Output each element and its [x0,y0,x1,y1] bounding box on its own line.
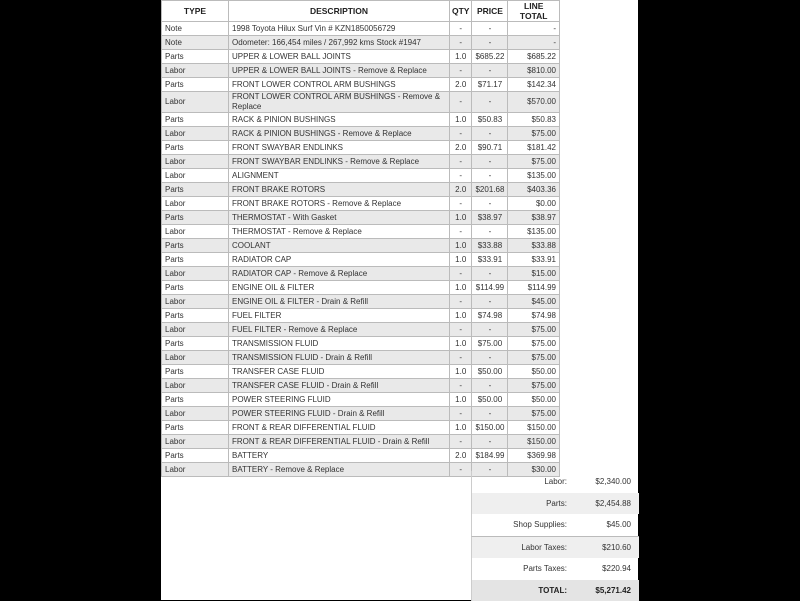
cell-line-total: $45.00 [508,295,560,309]
cell-type: Parts [162,50,229,64]
cell-description: RACK & PINION BUSHINGS - Remove & Replace [229,127,450,141]
table-row [162,351,560,365]
cell-price: $150.00 [472,421,508,435]
cell-price: - [472,22,508,36]
cell-line-total: $50.00 [508,393,560,407]
cell-type: Parts [162,78,229,92]
cell-qty: - [450,407,472,421]
table-row [162,365,560,379]
cell-qty: 1.0 [450,211,472,225]
cell-description: FRONT BRAKE ROTORS - Remove & Replace [229,197,450,211]
cell-qty: 1.0 [450,309,472,323]
table-row [162,169,560,183]
cell-type: Parts [162,281,229,295]
cell-description: TRANSFER CASE FLUID [229,365,450,379]
cell-qty: 1.0 [450,337,472,351]
table-row [162,225,560,239]
totals-value: $2,340.00 [567,477,639,486]
table-row [162,50,560,64]
cell-type: Labor [162,435,229,449]
cell-description: FRONT LOWER CONTROL ARM BUSHINGS [229,78,450,92]
cell-type: Note [162,36,229,50]
cell-qty: - [450,197,472,211]
cell-line-total: $74.98 [508,309,560,323]
cell-description: RADIATOR CAP [229,253,450,267]
cell-type: Parts [162,337,229,351]
table-row [162,281,560,295]
cell-qty: - [450,36,472,50]
totals-label: Labor Taxes: [472,543,567,552]
cell-description: FRONT BRAKE ROTORS [229,183,450,197]
table-row [162,435,560,449]
cell-description: Odometer: 166,454 miles / 267,992 kms Stock #1947 [229,36,450,50]
table-row [162,64,560,78]
totals-value: $2,454.88 [567,499,639,508]
cell-description: 1998 Toyota Hilux Surf Vin # KZN1850056729 [229,22,450,36]
table-row [162,253,560,267]
totals-row [471,514,639,536]
cell-price: - [472,36,508,50]
cell-qty: 1.0 [450,239,472,253]
cell-description: COOLANT [229,239,450,253]
cell-line-total: $181.42 [508,141,560,155]
totals-value: $45.00 [567,520,639,529]
cell-description: ENGINE OIL & FILTER [229,281,450,295]
totals-summary [471,471,639,601]
cell-qty: - [450,169,472,183]
cell-type: Labor [162,155,229,169]
cell-description: FRONT SWAYBAR ENDLINKS [229,141,450,155]
cell-qty: 1.0 [450,253,472,267]
table-header-row [162,1,560,22]
cell-line-total: $75.00 [508,351,560,365]
cell-price: - [472,407,508,421]
cell-price: - [472,127,508,141]
cell-qty: - [450,323,472,337]
cell-price: - [472,155,508,169]
cell-price: $33.91 [472,253,508,267]
table-row [162,113,560,127]
cell-price: $685.22 [472,50,508,64]
cell-description: TRANSMISSION FLUID [229,337,450,351]
table-row [162,141,560,155]
totals-value: $210.60 [567,543,639,552]
cell-description: TRANSMISSION FLUID - Drain & Refill [229,351,450,365]
table-row [162,197,560,211]
cell-price: - [472,197,508,211]
cell-price: $75.00 [472,337,508,351]
cell-qty: - [450,92,472,113]
table-row [162,267,560,281]
cell-qty: 2.0 [450,141,472,155]
cell-line-total: $570.00 [508,92,560,113]
cell-qty: - [450,155,472,169]
totals-row [471,471,639,493]
totals-row [471,580,639,601]
cell-type: Parts [162,211,229,225]
cell-qty: 1.0 [450,365,472,379]
cell-qty: 1.0 [450,281,472,295]
totals-value: $220.94 [567,564,639,573]
cell-description: POWER STEERING FLUID - Drain & Refill [229,407,450,421]
cell-price: $38.97 [472,211,508,225]
totals-label: Parts: [472,499,567,508]
cell-type: Labor [162,64,229,78]
totals-value: $5,271.42 [567,586,639,595]
table-row [162,337,560,351]
cell-qty: 1.0 [450,393,472,407]
cell-description: RACK & PINION BUSHINGS [229,113,450,127]
cell-line-total: $75.00 [508,323,560,337]
totals-label: Parts Taxes: [472,564,567,573]
table-row [162,127,560,141]
header-qty: QTY [450,1,472,22]
cell-price: - [472,92,508,113]
cell-type: Parts [162,113,229,127]
cell-description: ENGINE OIL & FILTER - Drain & Refill [229,295,450,309]
cell-type: Labor [162,197,229,211]
cell-description: THERMOSTAT - Remove & Replace [229,225,450,239]
totals-row [471,536,639,559]
cell-type: Parts [162,421,229,435]
cell-type: Labor [162,127,229,141]
cell-qty: - [450,64,472,78]
header-description: DESCRIPTION [229,1,450,22]
cell-type: Labor [162,463,229,477]
cell-type: Parts [162,141,229,155]
cell-line-total: - [508,36,560,50]
cell-line-total: $33.88 [508,239,560,253]
cell-qty: - [450,351,472,365]
cell-description: UPPER & LOWER BALL JOINTS [229,50,450,64]
cell-type: Parts [162,239,229,253]
cell-price: $71.17 [472,78,508,92]
cell-qty: 2.0 [450,449,472,463]
cell-line-total: $33.91 [508,253,560,267]
cell-type: Parts [162,449,229,463]
table-row [162,183,560,197]
header-line-total: LINE TOTAL [508,1,560,22]
cell-price: $50.00 [472,365,508,379]
line-items-table [161,0,560,477]
cell-description: BATTERY - Remove & Replace [229,463,450,477]
table-row [162,295,560,309]
invoice-page [161,0,638,600]
cell-type: Parts [162,393,229,407]
cell-type: Labor [162,323,229,337]
cell-description: BATTERY [229,449,450,463]
table-row [162,393,560,407]
cell-line-total: $75.00 [508,337,560,351]
cell-line-total: $403.36 [508,183,560,197]
totals-label: TOTAL: [472,586,567,595]
cell-line-total: $810.00 [508,64,560,78]
totals-label: Shop Supplies: [472,520,567,529]
header-price: PRICE [472,1,508,22]
cell-qty: - [450,379,472,393]
cell-type: Note [162,22,229,36]
cell-description: FRONT SWAYBAR ENDLINKS - Remove & Replace [229,155,450,169]
table-row [162,22,560,36]
cell-line-total: $75.00 [508,379,560,393]
cell-line-total: $38.97 [508,211,560,225]
cell-qty: - [450,295,472,309]
cell-line-total: $75.00 [508,407,560,421]
cell-qty: 1.0 [450,421,472,435]
cell-description: UPPER & LOWER BALL JOINTS - Remove & Replace [229,64,450,78]
cell-price: - [472,295,508,309]
cell-price: $33.88 [472,239,508,253]
table-row [162,239,560,253]
cell-qty: - [450,435,472,449]
cell-price: - [472,435,508,449]
header-type: TYPE [162,1,229,22]
cell-price: $201.68 [472,183,508,197]
cell-line-total: $135.00 [508,225,560,239]
table-row [162,407,560,421]
cell-type: Labor [162,92,229,113]
cell-qty: - [450,22,472,36]
cell-price: - [472,463,508,477]
cell-qty: - [450,267,472,281]
cell-price: - [472,323,508,337]
cell-price: $50.00 [472,393,508,407]
cell-line-total: $150.00 [508,435,560,449]
table-row [162,211,560,225]
cell-type: Labor [162,169,229,183]
cell-qty: - [450,225,472,239]
cell-type: Parts [162,253,229,267]
totals-row [471,558,639,580]
cell-qty: 2.0 [450,78,472,92]
cell-qty: - [450,127,472,141]
cell-description: THERMOSTAT - With Gasket [229,211,450,225]
cell-qty: - [450,463,472,477]
cell-price: - [472,379,508,393]
cell-type: Parts [162,309,229,323]
cell-qty: 2.0 [450,183,472,197]
cell-price: $184.99 [472,449,508,463]
cell-line-total: $75.00 [508,155,560,169]
cell-type: Labor [162,379,229,393]
cell-line-total: $75.00 [508,127,560,141]
table-row [162,449,560,463]
totals-label: Labor: [472,477,567,486]
cell-type: Labor [162,351,229,365]
cell-description: TRANSFER CASE FLUID - Drain & Refill [229,379,450,393]
cell-type: Labor [162,295,229,309]
cell-description: RADIATOR CAP - Remove & Replace [229,267,450,281]
table-row [162,323,560,337]
cell-description: FRONT & REAR DIFFERENTIAL FLUID [229,421,450,435]
cell-price: - [472,351,508,365]
cell-price: - [472,169,508,183]
cell-description: POWER STEERING FLUID [229,393,450,407]
cell-line-total: - [508,22,560,36]
totals-row [471,493,639,515]
cell-description: FUEL FILTER [229,309,450,323]
cell-line-total: $114.99 [508,281,560,295]
cell-type: Labor [162,407,229,421]
table-row [162,92,560,113]
cell-line-total: $150.00 [508,421,560,435]
table-row [162,379,560,393]
cell-price: $50.83 [472,113,508,127]
cell-line-total: $15.00 [508,267,560,281]
cell-description: FUEL FILTER - Remove & Replace [229,323,450,337]
table-row [162,78,560,92]
cell-line-total: $135.00 [508,169,560,183]
cell-type: Labor [162,267,229,281]
cell-price: - [472,64,508,78]
cell-line-total: $369.98 [508,449,560,463]
cell-line-total: $50.83 [508,113,560,127]
cell-type: Labor [162,225,229,239]
cell-qty: 1.0 [450,113,472,127]
cell-type: Parts [162,183,229,197]
cell-description: ALIGNMENT [229,169,450,183]
cell-description: FRONT & REAR DIFFERENTIAL FLUID - Drain & Refill [229,435,450,449]
cell-description: FRONT LOWER CONTROL ARM BUSHINGS - Remove & Replace [229,92,450,113]
cell-price: - [472,225,508,239]
cell-line-total: $142.34 [508,78,560,92]
table-row [162,421,560,435]
cell-price: $74.98 [472,309,508,323]
cell-type: Parts [162,365,229,379]
table-row [162,309,560,323]
table-row [162,36,560,50]
cell-line-total: $685.22 [508,50,560,64]
cell-price: $114.99 [472,281,508,295]
cell-qty: 1.0 [450,50,472,64]
cell-line-total: $50.00 [508,365,560,379]
cell-line-total: $0.00 [508,197,560,211]
cell-price: $90.71 [472,141,508,155]
cell-line-total: $30.00 [508,463,560,477]
table-row [162,155,560,169]
cell-price: - [472,267,508,281]
